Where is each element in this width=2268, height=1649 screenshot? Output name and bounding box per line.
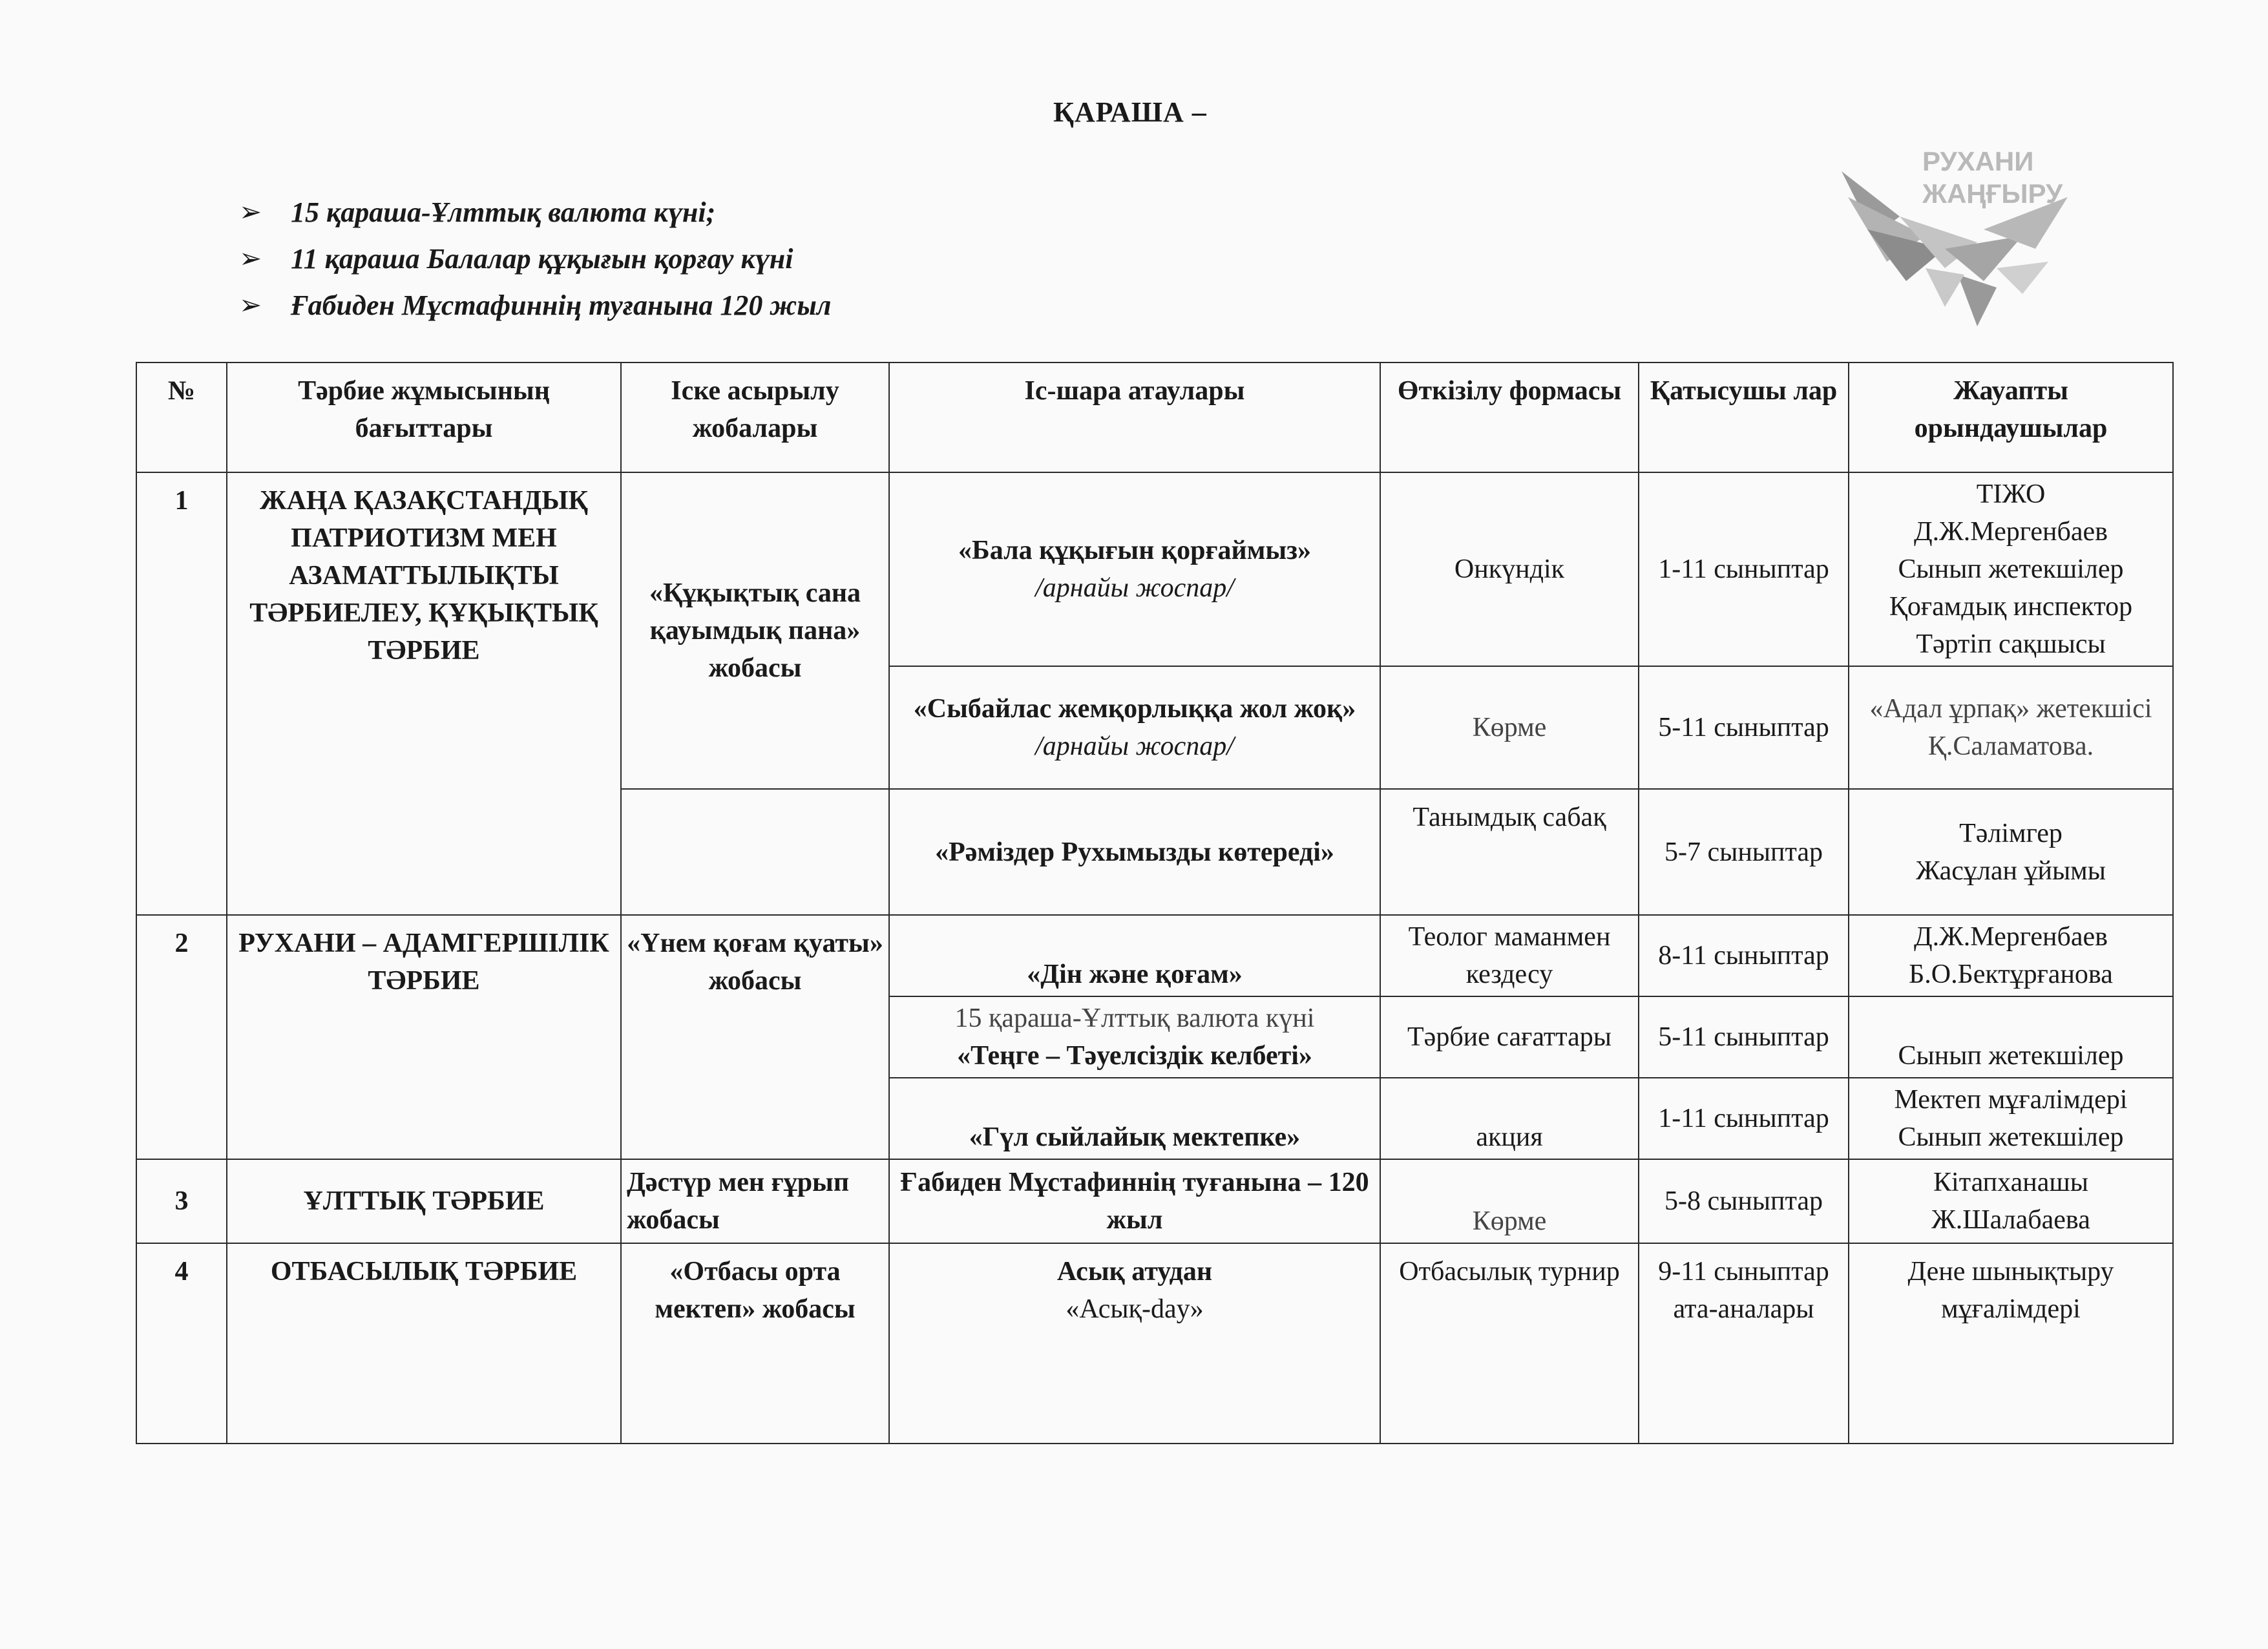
- responsible-cell: Мектеп мұғалімдері Сынып жетекшілер: [1849, 1078, 2173, 1159]
- form-cell: Тәрбие сағаттары: [1380, 996, 1639, 1078]
- form-cell: Көрме: [1380, 666, 1639, 789]
- direction-cell: РУХАНИ – АДАМГЕРШІЛІК ТӘРБИЕ: [227, 915, 621, 1159]
- form-cell: Отбасылық турнир: [1380, 1243, 1639, 1444]
- form-cell: Онкүндік: [1380, 472, 1639, 666]
- arrow-bullet-icon: ➢: [239, 244, 262, 274]
- header-no: №: [136, 362, 227, 472]
- direction-cell: ОТБАСЫЛЫҚ ТӘРБИЕ: [227, 1243, 621, 1444]
- participants-cell: 5-7 сыныптар: [1639, 789, 1849, 915]
- table-row: [136, 915, 2173, 996]
- list-item: ➢ 11 қараша Балалар құқығын қорғау күні: [239, 242, 793, 275]
- direction-cell: ЖАҢА ҚАЗАҚСТАНДЫҚ ПАТРИОТИЗМ МЕН АЗАМАТТЫЛЫҚТЫ ТӘРБИЕЛЕУ, ҚҰҚЫҚТЫҚ ТӘРБИЕ: [227, 472, 621, 915]
- form-cell: Теолог маманмен кездесу: [1380, 915, 1639, 996]
- participants-cell: 1-11 сыныптар: [1639, 1078, 1849, 1159]
- form-cell: Танымдық сабақ: [1380, 789, 1639, 915]
- participants-cell: 1-11 сыныптар: [1639, 472, 1849, 666]
- responsible-cell: Тәлімгер Жасұлан ұйымы: [1849, 789, 2173, 915]
- arrow-bullet-icon: ➢: [239, 198, 262, 227]
- project-cell: «Отбасы орта мектеп» жобасы: [621, 1243, 889, 1444]
- participants-cell: 5-11 сыныптар: [1639, 996, 1849, 1078]
- list-item: ➢ 15 қараша-Ұлттық валюта күні;: [239, 196, 716, 228]
- event-cell: Ғабиден Мұстафиннің туғанына – 120 жыл: [889, 1159, 1380, 1243]
- arrow-bullet-icon: ➢: [239, 291, 262, 320]
- row-number: 4: [136, 1243, 227, 1444]
- participants-cell: 5-8 сыныптар: [1639, 1159, 1849, 1243]
- event-cell: Асық атудан «Асық-day»: [889, 1243, 1380, 1444]
- form-cell: Көрме: [1380, 1159, 1639, 1243]
- header-participants: Қатысушы лар: [1639, 362, 1849, 472]
- responsible-cell: Сынып жетекшілер: [1849, 996, 2173, 1078]
- logo-text: РУХАНИ ЖАҢҒЫРУ: [1922, 146, 2063, 209]
- event-cell: «Сыбайлас жемқорлыққа жол жоқ» /арнайы жоспар/: [889, 666, 1380, 789]
- list-item: ➢ Ғабиден Мұстафиннің туғанына 120 жыл: [239, 289, 832, 321]
- participants-cell: 9-11 сыныптар ата-аналары: [1639, 1243, 1849, 1444]
- responsible-cell: Д.Ж.Мергенбаев Б.О.Бектұрғанова: [1849, 915, 2173, 996]
- event-cell: «Рәміздер Рухымызды көтереді»: [889, 789, 1380, 915]
- header-form: Өткізілу формасы: [1380, 362, 1639, 472]
- participants-cell: 5-11 сыныптар: [1639, 666, 1849, 789]
- header-events: Іс-шара атаулары: [889, 362, 1380, 472]
- project-cell-empty: [621, 789, 889, 915]
- project-cell: Дәстүр мен ғұрып жобасы: [621, 1159, 889, 1243]
- page-title: ҚАРАША –: [1053, 96, 1207, 128]
- plan-table: [136, 362, 2174, 1444]
- project-cell: «Үнем қоғам қуаты» жобасы: [621, 915, 889, 1159]
- row-number: 2: [136, 915, 227, 1159]
- table-header-row: [136, 362, 2173, 472]
- table-row: [136, 472, 2173, 666]
- direction-cell: ҰЛТТЫҚ ТӘРБИЕ: [227, 1159, 621, 1243]
- event-cell: 15 қараша-Ұлттық валюта күні «Теңге – Тәуелсіздік келбеті»: [889, 996, 1380, 1078]
- event-cell: «Гүл сыйлайық мектепке»: [889, 1078, 1380, 1159]
- project-cell: «Құқықтық сана қауымдық пана» жобасы: [621, 472, 889, 789]
- responsible-cell: ТІЖО Д.Ж.Мергенбаев Сынып жетекшілер Қоғамдық инспектор Тәртіп сақшысы: [1849, 472, 2173, 666]
- responsible-cell: Дене шынықтыру мұғалімдері: [1849, 1243, 2173, 1444]
- event-cell: «Дін және қоғам»: [889, 915, 1380, 996]
- holiday-list: [239, 189, 831, 328]
- participants-cell: 8-11 сыныптар: [1639, 915, 1849, 996]
- header-direction: Тәрбие жұмысының бағыттары: [227, 362, 621, 472]
- event-cell: «Бала құқығын қорғаймыз» /арнайы жоспар/: [889, 472, 1380, 666]
- table-row: [136, 1159, 2173, 1243]
- row-number: 3: [136, 1159, 227, 1243]
- responsible-cell: «Адал ұрпақ» жетекшісі Қ.Саламатова.: [1849, 666, 2173, 789]
- header-responsible: Жауапты орындаушылар: [1849, 362, 2173, 472]
- form-cell: акция: [1380, 1078, 1639, 1159]
- table-row: [136, 1243, 2173, 1444]
- responsible-cell: Кітапханашы Ж.Шалабаева: [1849, 1159, 2173, 1243]
- row-number: 1: [136, 472, 227, 915]
- header-projects: Іске асырылу жобалары: [621, 362, 889, 472]
